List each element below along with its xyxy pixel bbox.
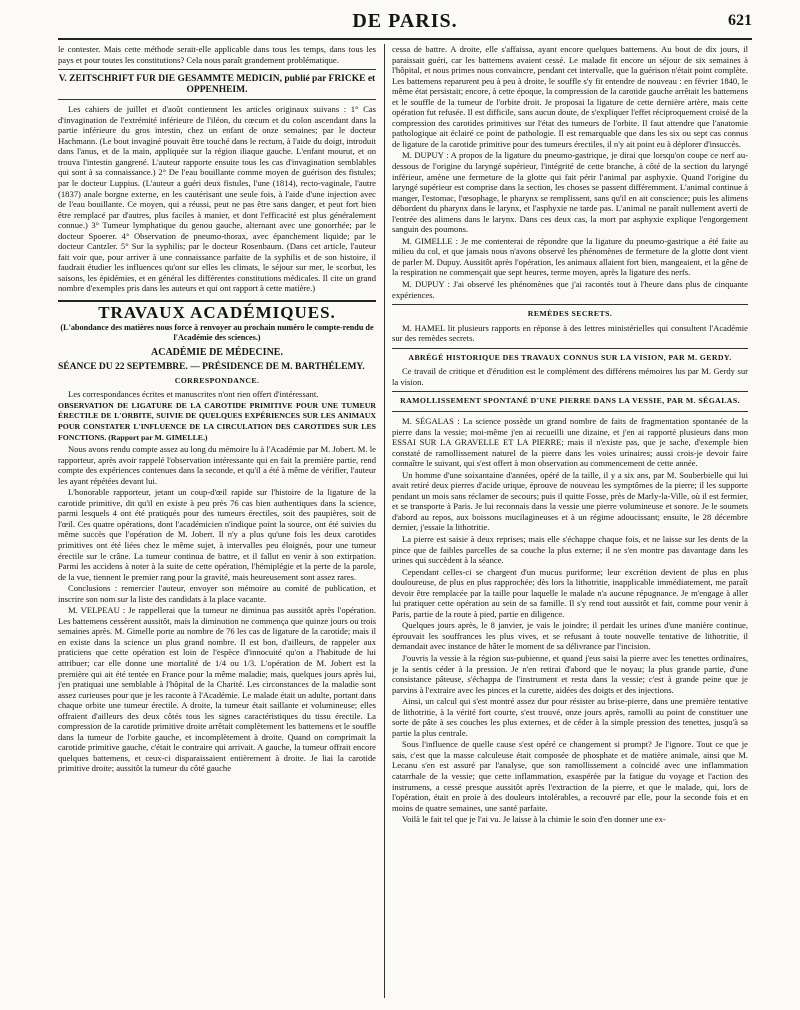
paragraph: Ce travail de critique et d'érudition est le complément des différens mémoires lus par M. Gerdy sur la vision. bbox=[392, 366, 748, 387]
session-line: SÉANCE DU 22 SEPTEMBRE. — PRÉSIDENCE DE M. BARTHÉLEMY. bbox=[58, 362, 365, 373]
paragraph: Nous avons rendu compte assez au long du mémoire lu à l'Académie par M. Jobert. M. le rapporteur, après avoir rappelé l'observation intéressante qui en fait la première partie, rend compte des expériences contenues dans la seconde, et qu'il a été à même de vérifier, l'auteur les ayant répétées devant lui. bbox=[58, 444, 376, 486]
paragraph: M. VELPEAU : Je rappellerai que la tumeur ne diminua pas aussitôt après l'opération. Les battemens cessèrent aussitôt, mais la diminution ne commença que quinze jours ou trois semaines après. M. Gimelle porte au nombre de 76 les cas de ligature de la carotide; mais il en existe dans la science un plus grand nombre. Il est bon, d'ailleurs, de rappeler aux praticiens que cette opération est loin de l'espèce d'innocuité qu'on a l'habitude de lui attribuer; car elle donne une mortalité de 1/4 ou 1/3. L'opération de M. Jobert est la première qui ait été tentée en France pour la même maladie; mais, quelques jours après lui, j'en pratiquai une semblable à l'hôpital de la Charité. Les circonstances de la maladie sont assez curieuses pour que je les raconte à l'Académie. Le malade était un adulte, portant dans chaque orbite une tumeur érectile. A droite, la tumeur était saillante et volumineuse; elles offraient d'ailleurs des deux côtés tous les signes caractéristiques du tissu érectile. La compression de la carotide primitive droite arrêtait complètement les battemens et le souffle dans la tumeur de l'orbite gauche, et incomplètement à droite. Quand on comprimait la carotide primitive gauche, c'était le contraire qui arrivait. A gauche, la tumeur offrait encore quelques battemens, et ceux-ci disparaissaient entièrement à droite. Je liai la carotide primitive droite; aussitôt la tumeur du côté gauche bbox=[58, 605, 376, 774]
paragraph: Sous l'influence de quelle cause s'est opéré ce changement si prompt? Je l'ignore. Tout ce que je sais, c'est que la masse calculeuse était composée de phosphate et de matière animale, ainsi que M. Lecanu s'en est assuré par l'analyse, que son ramollissement a coïncidé avec une inflammation catarrhale de la vessie; que cette inflammation, exaspérée par la fatigue du voyage et l'action des instrumens, a cessé presque aussitôt après l'extraction de la pierre, et que le malade, qui, lors de l'opération, était en proie à des douleurs intolérables, a recouvré par elle, pour la seconde fois et en moins de quatre semaines, une santé parfaite. bbox=[392, 739, 748, 813]
paragraph: Quelques jours après, le 8 janvier, je vais le joindre; il perdait les urines d'une manière continue, éprouvait les souffrances les plus vives, et se refusant à toute nouvelle tentative de lithotritie, il demandait avec instance de hâter le moment de sa délivrance par l'incision. bbox=[392, 620, 748, 652]
section-title: TRAVAUX ACADÉMIQUES. bbox=[98, 303, 336, 323]
paragraph: L'honorable rapporteur, jetant un coup-d'œil rapide sur l'histoire de la ligature de la carotide primitive, dit qu'il en existe à peu près 76 cas bien authentiques dans la science, parmi lesquels 4 ont été pratiqués pour des tumeurs érectiles, soit des paupières, soit de l'œil. Ces quatre opérations, dont l'académicien n'indique point la source, ont été suivies du même succès que l'opération de M. Jobert. Il n'y a plus qu'une fois les deux carotides primitives ont été liées chez le même sujet, à intervalles peu éloignés, pour une tumeur érectile sur le crâne. La tumeur continua de battre, et il fallut en venir à son extirpation. Parmi les accidens à noter à la suite de cette opération, l'hémiplégie et la perte de la parole, de la vue, tiennent le premier rang pour la gravité, mais heureusement sont assez rares. bbox=[58, 487, 376, 582]
paragraph: J'ouvris la vessie à la région sus-pubienne, et quand j'eus saisi la pierre avec les tenettes ordinaires, je la sentis céder à la pression. Je n'en retirai d'abord que le noyau; la plus grande partie, d'une consistance pâteuse, s'échappa de l'instrument et resta dans la vessie; c'est à grande peine que je parvins à l'extraire avec les pinces et la curette, aidées des doigts et des injections. bbox=[392, 652, 748, 695]
subsection-heading: ABRÉGÉ HISTORIQUE DES TRAVAUX CONNUS SUR LA VISION, PAR M. GERDY. bbox=[408, 352, 732, 362]
correspondence-text: Les correspondances écrites et manuscrites n'ont rien offert d'intéressant. bbox=[68, 389, 319, 400]
column-separator bbox=[384, 44, 385, 998]
subsection-heading: RAMOLLISSEMENT SPONTANÉ D'UNE PIERRE DANS LA VESSIE, PAR M. SÉGALAS. bbox=[400, 396, 740, 406]
page-header bbox=[58, 8, 752, 36]
intro-paragraph: le contester. Mais cette méthode serait-elle applicable dans tous les temps, dans tous les pays et pour toutes les constitutions? Cela nous paraît grandement problématique. bbox=[58, 44, 376, 65]
academy-heading: ACADÉMIE DE MÉDECINE. bbox=[151, 346, 283, 358]
section-divider bbox=[392, 348, 748, 349]
header-rule bbox=[58, 38, 752, 40]
page-number: 621 bbox=[728, 12, 752, 29]
running-title: DE PARIS. bbox=[352, 10, 458, 32]
section-divider bbox=[58, 69, 376, 70]
section-divider bbox=[392, 304, 748, 305]
paragraph: Cependant celles-ci se chargent d'un mucus puriforme; leur excrétion devient de plus en plus douloureuse, de plus en plus rapprochée; dès lors la lithotritie, inapplicable immédiatement, me paraît devoir être remplacée par la taille pour laquelle le malade n'a aucune répugnance. Je m'engage à aller lui pratiquer cette opération au sein de sa famille. Il s'y rend tout aussitôt et fait, comme pour venir à Paris, partie de la route à pied, partie en diligence. bbox=[392, 566, 748, 619]
paragraph: M. SÉGALAS : La science possède un grand nombre de faits de fragmentation spontanée de la pierre dans la vessie; moi-même j'en ai recueilli une dizaine, et j'en ai rapporté plusieurs dans mon ESSAI SUR LA GRAVELLE ET LA PIERRE; mais il n'existe pas, que je sache, d'exemple bien constaté de ramollissement naturel de la pierre dans les voies urinaires; aussi crois-je devoir faire connaître le suivant, qui s'est offert à mon observation au commencement de cette année. bbox=[392, 415, 748, 469]
paragraph: M. GIMELLE : Je me contenterai de répondre que la ligature du pneumo-gastrique a été faite au milieu du col, et que jamais nous n'avons observé les phénomènes de fermeture de la glotte dont vient de parler M. Dupuy. Aussitôt après l'opération, les animaux allaient fort bien, mangeaient, et la gêne de la respiration ne commençait que sept heures, terme moyen, après la ligature des nerfs. bbox=[392, 235, 748, 278]
paragraph: Conclusions : remercier l'auteur, envoyer son mémoire au comité de publication, et inscrire son nom sur la liste des candidats à la place vacante. bbox=[58, 583, 376, 604]
left-column bbox=[58, 44, 376, 998]
section-divider bbox=[392, 391, 748, 392]
editorial-note: (L'abondance des matières nous force à renvoyer au prochain numéro le compte-rendu de l'Académie des sciences.) bbox=[60, 322, 374, 343]
right-column bbox=[392, 44, 748, 998]
paragraph: cessa de battre. A droite, elle s'affaissa, ayant encore quelques battemens. Au bout de dix jours, il paraissait guéri, car les battemens avaient cessé. Le malade fit encore un séjour de six semaines à l'hôpital, et nous primes nous convaincre, pendant cet intervalle, que la guérison n'était point complète. Les battemens reparurent peu à peu à droite, le souffle s'y fit entendre de nouveau : en février 1840, le même état persistait; encore, à cette époque, la compression de la carotide gauche arrêtait les battemens et le souffle de la tumeur de l'orbite droit. Je proposai la ligature de cette dernière artère, mais cette opération fut refusée. Il est difficile, sans aucun doute, de s'expliquer l'effet réciproquement croisé de la compression des carotides primitives sur l'état des tumeurs de l'orbite. Il faut attendre que l'anatomie pathologique ait éclairé ce point de pathologie. Il est remarquable que dans les six ou sept cas connus de ligature de la carotide primitive pour des tumeurs érectiles, il n'y ait point eu à déplorer d'insuccès. bbox=[392, 44, 748, 149]
paragraph: M. DUPUY : A propos de la ligature du pneumo-gastrique, je dirai que lorsqu'on coupe ce nerf au-dessous de l'origine du laryngé supérieur, l'intégrité de cette branche, à côté de la section du laryngé inférieur, amène une fermeture de la glotte qui fait périr l'animal par asphyxie. Quand l'origine du laryngé supérieur est comprise dans la section, les choses se passent différemment. L'animal continue à manger, l'estomac, l'œsophage, le pharynx se remplissent, sans qu'il en ait conscience; puis les alimens débordent du pharynx dans le larynx, et l'asphyxie ne tarde pas. L'animal ne paraît nullement averti de l'entrée des alimens dans le larynx. Dans ces deux cas, la mort par asphyxie explique l'engorgement sanguin des poumons. bbox=[392, 150, 748, 235]
section-divider bbox=[58, 300, 376, 302]
journal-summary: Les cahiers de juillet et d'août contiennent les articles originaux suivans : 1° Cas d'invagination de l'extrémité inférieure de l'iléon, du cœcum et du colon ascendant dans la partie inférieure du gros intestin, chez un enfant de onze semaines; par le docteur Hachmann. (Le bout invaginé pouvait être touché dans le rectum, à l'aide du doigt, introduit dans l'anus, et de la main, appliquée sur la région iliaque gauche. L'enfant mourut, et on trouva l'intestin gangrené. L'auteur rapporte ensuite tous les cas d'invagination semblables qui sont à sa connaissance.) 2° De l'eau bouillante comme moyen de guérison des fistules; par le docteur Luppius. (L'auteur a guéri deux fistules, l'une (1814), recto-vaginale, l'autre (1837) anale borgne externe, en les cautérisant une seule fois, à l'aide d'une injection avec de l'eau bouillante. Ce moyen, qui a réussi, peut ne pas être sans danger, et peut fort bien être remplacé par d'autres, plus faciles à manier, et dont l'efficacité est plus généralement connue.) 3° Tumeur lymphatique du genou gauche, alternant avec une gonorrhée; par le docteur Spoerer. 4° Observation de pneumo-thorax, avec épanchement liquide; par le docteur Cantzler. 5° Sur la syphilis; par le docteur Rosenbaum. (Dans cet article, l'auteur fait voir que, pour arriver à une connaissance parfaite de la syphilis et de son histoire, il faudrait étudier les influences qu'ont sur elles les climats, le séjour sur mer, le scorbut, les saisons, les épidémies, et en général les différentes constitutions médicales. Il cite un grand nombre d'exemples pris dans les auteurs et qui ont rapport à cette matière.) bbox=[58, 104, 376, 294]
paragraph: M. DUPUY : J'ai observé les phénomènes que j'ai racontés tout à l'heure dans plus de cinquante expériences. bbox=[392, 279, 748, 300]
section-divider bbox=[58, 99, 376, 100]
paragraph: Voilà le fait tel que je l'ai vu. Je laisse à la chimie le soin d'en donner une ex- bbox=[402, 814, 666, 825]
paragraph: La pierre est saisie à deux reprises; mais elle s'échappe chaque fois, et ne laisse sur les dents de la pince que de faibles parcelles de sa couche la plus externe; il ne s'en montre pas davantage dans les urines qui succèdent à la séance. bbox=[392, 533, 748, 566]
paragraph: Ainsi, un calcul qui s'est montré assez dur pour résister au brise-pierre, dans une première tentative de lithotritie, à la vérité fort courte, s'est trouvé, onze jours après, ramolli au point de constituer une sorte de pâte à ses couches les plus externes, et de céder à la simple pression des tenettes, jusqu'à sa partie la plus centrale. bbox=[392, 696, 748, 738]
journal-heading: V. ZEITSCHRIFT FUR DIE GESAMMTE MEDICIN, publié par FRICKE et OPPENHEIM. bbox=[58, 74, 376, 95]
observation-heading: OBSERVATION DE LIGATURE DE LA CAROTIDE PRIMITIVE POUR UNE TUMEUR ÉRECTILE DE L'ORBITE, SUIVIE DE QUELQUES EXPÉRIENCES SUR LES ANIMAUX POUR CONSTATER L'INFLUENCE DE LA CIRCULATION DES CAROTIDES SUR LES FONCTIONS. (Rapport par M. GIMELLE.) bbox=[58, 400, 376, 442]
paragraph: M. HAMEL lit plusieurs rapports en réponse à des lettres ministérielles qui consultent l'Académie sur des remèdes secrets. bbox=[392, 322, 748, 344]
paragraph: Un homme d'une soixantaine d'années, opéré de la taille, il y a six ans, par M. Souberbielle qui lui avait retiré deux pierres d'acide urique, éprouve de nouveau les symptômes de la pierre; il les supporte pendant un mois sans réclamer de secours; puis il quitte Fosse, près de Marly-la-Ville, où il est fermier, et se transporte à Paris. Je lui reconnais dans la vessie une pierre volumineuse et sonore. Je le soumets d'abord au repos, aux boissons mucilagineuses et à un régime adoucissant; ensuite, le 28 décembre dernier, j'essaie la lithotritie. bbox=[392, 469, 748, 533]
subsection-heading: CORRESPONDANCE. bbox=[174, 375, 260, 385]
subsection-heading: REMÈDES SECRETS. bbox=[527, 309, 613, 319]
section-divider bbox=[392, 411, 748, 412]
